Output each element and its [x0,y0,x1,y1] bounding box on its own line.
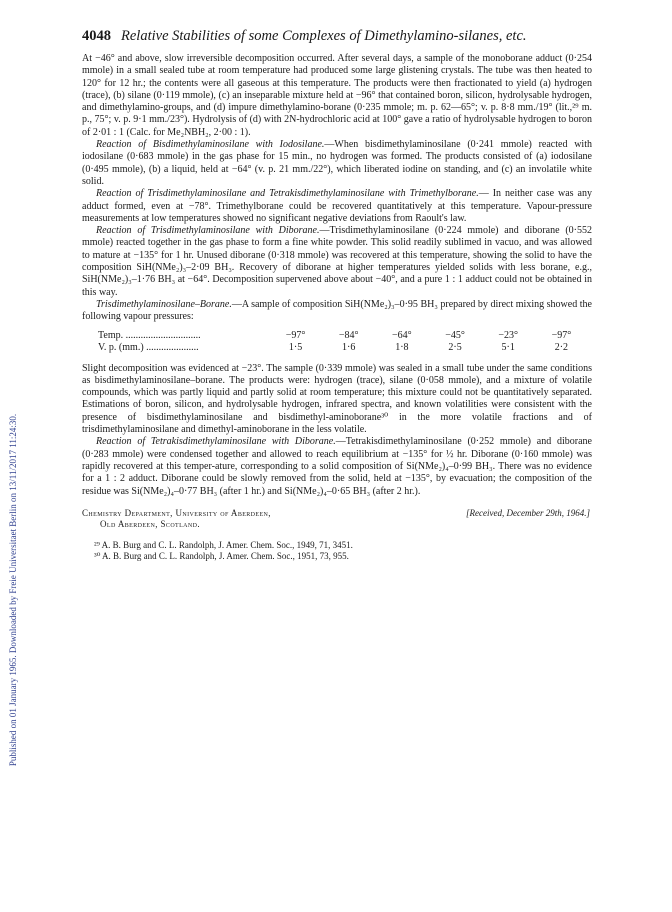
affiliation-address [82,508,271,530]
paragraph [82,225,592,299]
affiliation-line: Old Aberdeen, Scotland. [100,518,201,529]
references [82,540,592,562]
paragraph [82,188,592,225]
section-heading: Reaction of Trisdimethylaminosilane with Diborane. [96,225,320,237]
section-heading: Reaction of Bisdimethylaminosilane with Iodosilane. [96,139,325,151]
paragraph [82,436,592,497]
download-watermark-text: Published on 01 January 1965. Downloaded by Freie Universitaet Berlin on 13/11/2017 11:24:30. [8,413,18,767]
page-number: 4048 [82,28,111,44]
reference-item: ³⁰ A. B. Burg and C. L. Randolph, J. Amer. Chem. Soc., 1951, 73, 955. [94,550,349,561]
paper-page [82,28,592,562]
paragraph [82,53,592,139]
running-header [82,28,592,45]
section-heading: Trisdimethylaminosilane–Borane. [96,298,232,310]
running-title: Relative Stabilities of some Complexes of Dimethylamino-silanes, etc. [121,28,527,44]
pressure-cell: 1·6 [342,341,356,353]
pressure-cell: 1·8 [395,341,409,353]
paragraph-text: Slight decomposition was evidenced at −23°. The sample (0·339 mmole) was sealed in a small tube under the same conditions as bisdimethylaminosilane–borane. The products were: hydrogen (trace), silane (0·058 mmole), and a mixture of volatile compounds, which was partly liquid and partly solid at room temperature; this mixture could not be quantitatively separated. Estimations of boron, silicon, and hydrolysable hydrogen, infrared spectra, and known volatilities were consistent with the presence of bisdimethylaminosilane and bisdimethyl-aminoborane³⁰ in the more volatile fractions and of trisdimethylaminosilane and dimethyl-aminoborane in the less volatile. [82,362,592,436]
temp-cell: −84° [338,329,359,341]
affiliation-line: Chemistry Department, University of Aberdeen, [82,507,271,518]
paragraph [82,139,592,188]
section-heading: Reaction of Trisdimethylaminosilane and Tetrakisdimethylaminosilane with Trimethylborane. [96,188,479,200]
received-date: [Received, December 29th, 1964.] [466,507,590,518]
paragraph [82,299,592,324]
pressure-cell: 2·5 [448,341,462,353]
table-row [98,342,592,354]
paragraph-text: —A sample of composition SiH(NMe₂)₃–0·95 BH₃ prepared by direct mixing showed the following vapour pressures: [82,298,592,323]
paragraph-text: At −46° and above, slow irreversible decomposition occurred. After several days, a sample of the monoborane adduct (0·254 mmole) in a small sealed tube at room temperature had produced some large glistening crystals. The tube was then heated to 120° for 12 hr.; the contents were all gaseous at this temperature. The products were then fractionated to yield (a) hydrogen (trace), (b) silane (0·119 mmole), (c) an inseparable mixture held at −96° that contained boron, silicon, hydrolysable hydrogen, and dimethylamino-groups, and (d) impure dimethylamino-borane (0·235 mmole; m. p. 62—65°; v. p. 8·8 mm./19° (lit.,²⁹ m. p., 75°; v. p. 9·1 mm./23°). Hydrolysis of (d) with 2N-hydrochloric acid at 100° gave a ratio of hydrolysable hydrogen to boron of 2·01 : 1 (Calc. for Me₂NBH₂, 2·00 : 1). [82,53,592,138]
temp-cell: −64° [392,329,412,341]
affiliation-block [82,508,592,530]
paragraph [82,363,592,437]
row-label-temp: Temp. .............................. [98,329,201,341]
temp-cell: −97° [551,329,572,341]
paragraph-text: —Tetrakisdimethylaminosilane (0·252 mmole) and diborane (0·283 mmole) were condensed together and allowed to reach equilibrium at −135° for ½ hr. Diborane (0·160 mmole) was rapidly recovered at this temper-ature, corresponding to a solid composition of Si(NMe₂)₄–0·99 BH₃. There was no evidence for a 1 : 2 adduct. Diborane could be slowly removed from the solid, held at −135°, by evacuation; the composition of the residue was Si(NMe₂)₄–0·77 BH₃ (after 1 hr.) and Si(NMe₂)₄–0·65 BH₃ (after 2 hr.). [82,436,592,497]
paragraph-text: — In neither case was any adduct formed, even at −78°. Trimethylborane could be recovered quantitatively at this temperature. Vapour-pressure measurements at low temperatures showed no significant negative deviations from Raoult's law. [82,188,592,224]
temp-cell: −23° [498,329,518,341]
vapour-pressure-table [98,330,592,354]
paragraph-text: —When bisdimethylaminosilane (0·241 mmole) reacted with iodosilane (0·683 mmole) in the gas phase for 15 min., no hydrogen was formed. The products consisted of (a) iodosilane (0·495 mmole), (b) a liquid, held at −64° (v. p. 21 mm./22°), which liberated iodine on standing, and (c) an involatile white solid. [82,139,592,187]
section-heading: Reaction of Tetrakisdimethylaminosilane with Diborane. [96,436,336,448]
download-watermark [6,330,20,850]
temp-cell: −97° [285,329,306,341]
table-row [98,330,592,342]
pressure-cell: 2·2 [554,341,569,353]
pressure-cell: 1·5 [288,341,303,353]
row-label-vp: V. p. (mm.) ..................... [98,341,199,353]
pressure-cell: 5·1 [501,341,515,353]
reference-item: ²⁹ A. B. Burg and C. L. Randolph, J. Amer. Chem. Soc., 1949, 71, 3451. [94,539,353,550]
paragraph-text: —Trisdimethylaminosilane (0·224 mmole) and diborane (0·552 mmole) reacted together in the gas phase to form a fine white powder. This solid readily sublimed in vacuo, and was allowed to mature at −135° for 1 hr. Unused diborane (0·318 mmole) was recovered at this temperature, showing the solid to have the composition SiH(NMe₂)₃–2·09 BH₃. Recovery of diborane at higher temperatures yielded solids with less borane, e.g., SiH(NMe₂)₃–1·76 BH₃ at −64°. Decomposition supervened above about −40°, and a pure 1 : 1 adduct could not be obtained in this way. [82,225,592,298]
temp-cell: −45° [445,329,465,341]
